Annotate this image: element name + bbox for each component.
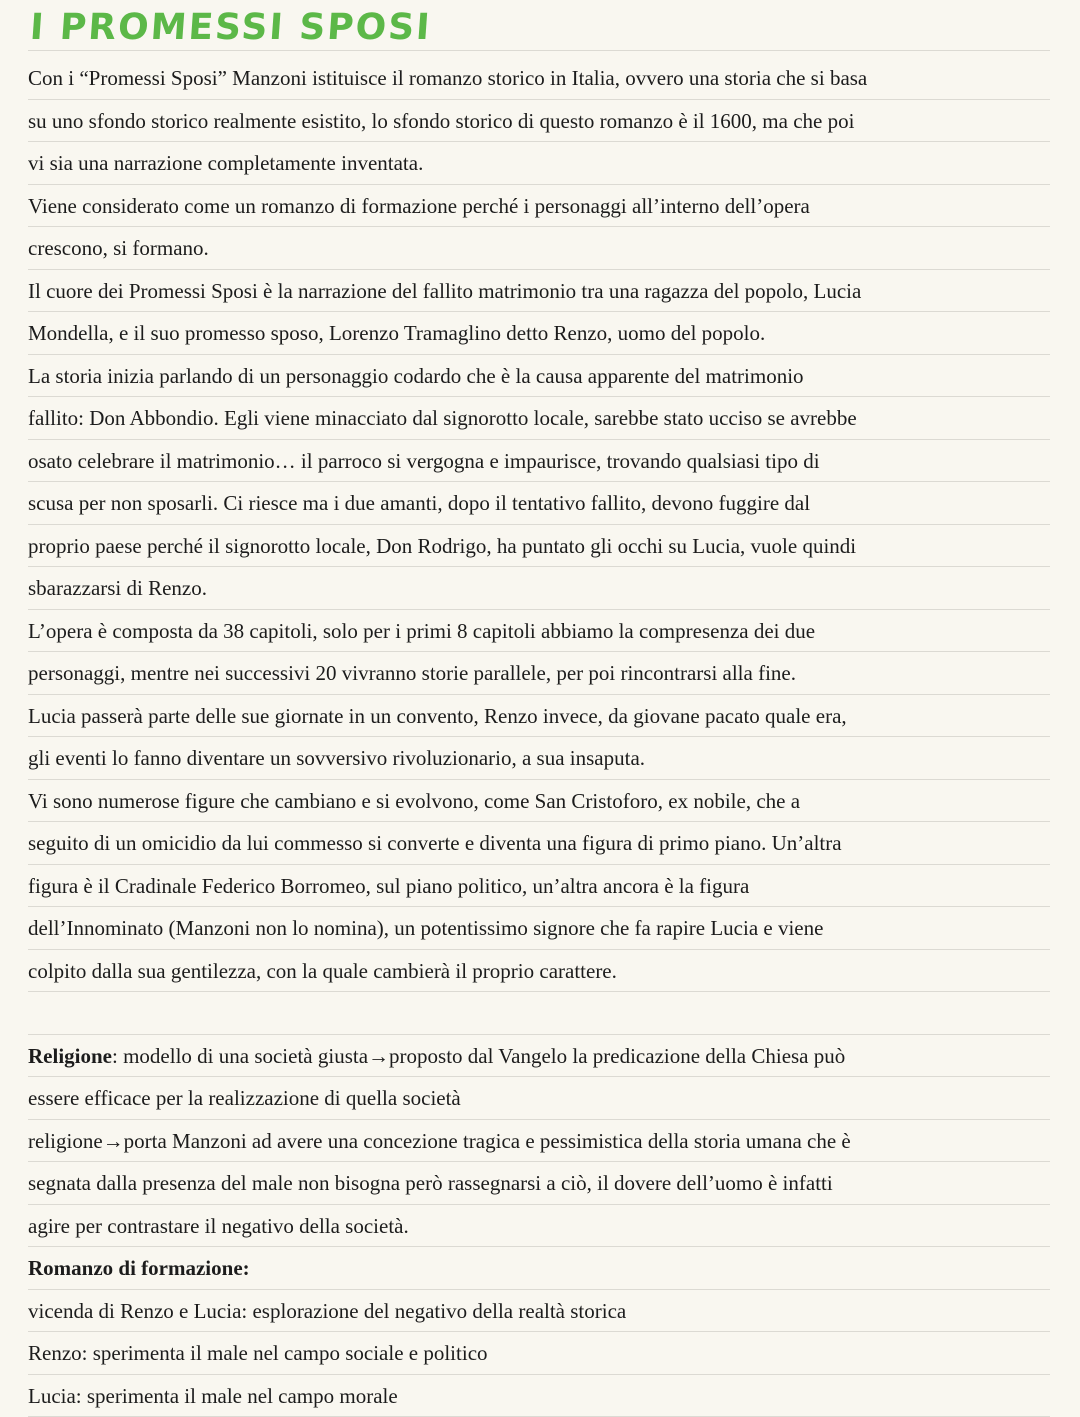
text-line: agire per contrastare il negativo della società.	[28, 1205, 1050, 1248]
text-line: essere efficace per la realizzazione di quella società	[28, 1077, 1050, 1120]
formazione-heading: Romanzo di formazione:	[28, 1247, 1050, 1290]
text-line: La storia inizia parlando di un personaggio codardo che è la causa apparente del matrimonio	[28, 355, 1050, 398]
text-line: osato celebrare il matrimonio… il parroco si vergogna e impaurisce, trovando qualsiasi tipo di	[28, 440, 1050, 483]
text-line: vicenda di Renzo e Lucia: esplorazione del negativo della realtà storica	[28, 1290, 1050, 1333]
text-line: Viene considerato come un romanzo di formazione perché i personaggi all’interno dell’opera	[28, 185, 1050, 228]
text-line: Lucia passerà parte delle sue giornate in un convento, Renzo invece, da giovane pacato quale era,	[28, 695, 1050, 738]
text-line: L’opera è composta da 38 capitoli, solo per i primi 8 capitoli abbiamo la compresenza dei due	[28, 610, 1050, 653]
notes-body	[28, 57, 1050, 1417]
text-line: Vi sono numerose figure che cambiano e si evolvono, come San Cristoforo, ex nobile, che a	[28, 780, 1050, 823]
blank-line	[28, 992, 1050, 1035]
text-line: Con i “Promessi Sposi” Manzoni istituisce il romanzo storico in Italia, ovvero una storia che si basa	[28, 57, 1050, 100]
text-line: segnata dalla presenza del male non bisogna però rassegnarsi a ciò, il dovere dell’uomo è infatti	[28, 1162, 1050, 1205]
title-rule	[28, 50, 1050, 51]
text-line: figura è il Cradinale Federico Borromeo, sul piano politico, un’altra ancora è la figura	[28, 865, 1050, 908]
text-line: personaggi, mentre nei successivi 20 vivranno storie parallele, per poi rincontrarsi alla fine.	[28, 652, 1050, 695]
text-line: proprio paese perché il signorotto locale, Don Rodrigo, ha puntato gli occhi su Lucia, vuole quindi	[28, 525, 1050, 568]
text-line: vi sia una narrazione completamente inventata.	[28, 142, 1050, 185]
text-line: crescono, si formano.	[28, 227, 1050, 270]
text-line: su uno sfondo storico realmente esistito, lo sfondo storico di questo romanzo è il 1600, ma che poi	[28, 100, 1050, 143]
text-line: seguito di un omicidio da lui commesso si converte e diventa una figura di primo piano. Un’altra	[28, 822, 1050, 865]
text-line: Lucia: sperimenta il male nel campo morale	[28, 1375, 1050, 1417]
text-line: Mondella, e il suo promesso sposo, Lorenzo Tramaglino detto Renzo, uomo del popolo.	[28, 312, 1050, 355]
religione-text: : modello di una società giusta→proposto dal Vangelo la predicazione della Chiesa può	[112, 1043, 846, 1068]
text-line: sbarazzarsi di Renzo.	[28, 567, 1050, 610]
text-line: dell’Innominato (Manzoni non lo nomina), un potentissimo signore che fa rapire Lucia e viene	[28, 907, 1050, 950]
text-line: scusa per non sposarli. Ci riesce ma i due amanti, dopo il tentativo fallito, devono fuggire dal	[28, 482, 1050, 525]
page-title: I PROMESSI SPOSI	[28, 7, 433, 48]
text-line: colpito dalla sua gentilezza, con la quale cambierà il proprio carattere.	[28, 950, 1050, 993]
text-line: gli eventi lo fanno diventare un sovversivo rivoluzionario, a sua insaputa.	[28, 737, 1050, 780]
religione-label: Religione	[28, 1043, 112, 1068]
religione-line	[28, 1035, 1050, 1078]
text-line: Il cuore dei Promessi Sposi è la narrazione del fallito matrimonio tra una ragazza del popolo, Lucia	[28, 270, 1050, 313]
text-line: Renzo: sperimenta il male nel campo sociale e politico	[28, 1332, 1050, 1375]
text-line: fallito: Don Abbondio. Egli viene minacciato dal signorotto locale, sarebbe stato ucciso se avrebbe	[28, 397, 1050, 440]
text-line: religione→porta Manzoni ad avere una concezione tragica e pessimistica della storia umana che è	[28, 1120, 1050, 1163]
